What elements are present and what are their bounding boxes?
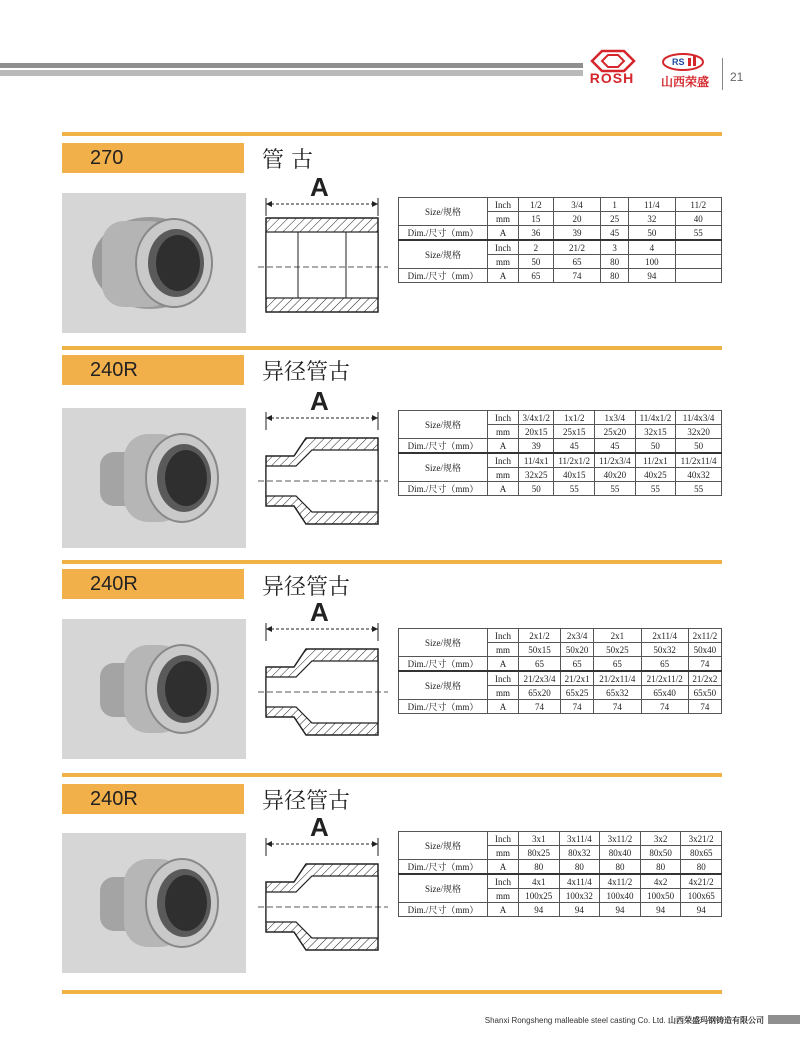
- size-label-cell: Size/规格: [399, 198, 488, 226]
- unit-cell: A: [488, 482, 519, 496]
- unit-cell: Inch: [488, 671, 519, 686]
- product-photo: [62, 833, 246, 973]
- footer-company-en: Shanxi Rongsheng malleable steel casting Co. Ltd.: [484, 1016, 666, 1025]
- value-cell: 11/4x3/4: [676, 411, 722, 425]
- unit-cell: Inch: [488, 874, 519, 889]
- value-cell: 3x1: [519, 832, 560, 846]
- value-cell: 1/2: [519, 198, 554, 212]
- header-bar-light: [0, 70, 583, 76]
- table-row: [399, 198, 722, 212]
- value-cell: 45: [601, 226, 629, 241]
- value-cell: 32: [629, 212, 675, 226]
- value-cell: 80x40: [600, 846, 641, 860]
- table-row: [399, 240, 722, 255]
- unit-cell: mm: [488, 686, 519, 700]
- unit-cell: mm: [488, 846, 519, 860]
- product-photo: [62, 193, 246, 333]
- value-cell: 65x50: [688, 686, 721, 700]
- value-cell: 74: [553, 269, 600, 283]
- rosh-brand-text: ROSH: [589, 70, 635, 86]
- value-cell: 50x20: [561, 643, 594, 657]
- value-cell: 55: [554, 482, 595, 496]
- section-divider: [62, 346, 722, 350]
- value-cell: 50: [635, 439, 676, 454]
- value-cell: 80: [601, 269, 629, 283]
- value-cell: 21/2x11/4: [594, 671, 641, 686]
- dim-label-cell: Dim./尺寸（mm）: [399, 482, 488, 496]
- value-cell: 65: [561, 657, 594, 672]
- unit-cell: A: [488, 439, 519, 454]
- value-cell: 65x32: [594, 686, 641, 700]
- unit-cell: mm: [488, 425, 519, 439]
- section-drawing: [258, 386, 388, 539]
- value-cell: 11/4: [629, 198, 675, 212]
- value-cell: 80: [601, 255, 629, 269]
- value-cell: 100x65: [681, 889, 722, 903]
- value-cell: 11/2: [675, 198, 721, 212]
- spec-table: [398, 197, 722, 283]
- value-cell: 45: [554, 439, 595, 454]
- value-cell: 74: [561, 700, 594, 714]
- value-cell: 20x15: [519, 425, 554, 439]
- size-label-cell: Size/规格: [399, 832, 488, 860]
- value-cell: 65x20: [519, 686, 561, 700]
- product-code: 270: [62, 143, 244, 173]
- value-cell: 94: [600, 903, 641, 917]
- value-cell: 55: [595, 482, 636, 496]
- footer-bar: [768, 1015, 800, 1024]
- table-row: [399, 411, 722, 425]
- size-label-cell: Size/规格: [399, 671, 488, 700]
- value-cell: 94: [519, 903, 560, 917]
- value-cell: 80x25: [519, 846, 560, 860]
- table-row: [399, 700, 722, 714]
- value-cell: 2x11/4: [641, 629, 688, 643]
- unit-cell: A: [488, 269, 519, 283]
- table-row: [399, 226, 722, 241]
- value-cell: 11/4x1/2: [635, 411, 676, 425]
- header-bar-dark: [0, 63, 583, 68]
- product-title: 异径管古: [262, 575, 351, 600]
- value-cell: 32x25: [519, 468, 554, 482]
- value-cell: 11/2x1: [635, 453, 676, 468]
- value-cell: 40x20: [595, 468, 636, 482]
- section-drawing: [258, 812, 388, 965]
- value-cell: 1: [601, 198, 629, 212]
- unit-cell: mm: [488, 212, 519, 226]
- value-cell: 94: [640, 903, 681, 917]
- value-cell: 25: [601, 212, 629, 226]
- page-number: 21: [730, 70, 744, 84]
- value-cell: 74: [519, 700, 561, 714]
- value-cell: 4x21/2: [681, 874, 722, 889]
- value-cell: 3x2: [640, 832, 681, 846]
- value-cell: 50x15: [519, 643, 561, 657]
- value-cell: 65x40: [641, 686, 688, 700]
- footer-company: [485, 1015, 764, 1026]
- value-cell: 80: [519, 860, 560, 875]
- section-divider: [62, 560, 722, 564]
- value-cell: 32x15: [635, 425, 676, 439]
- value-cell: 21/2: [553, 240, 600, 255]
- value-cell: 21/2x2: [688, 671, 721, 686]
- table-row: [399, 439, 722, 454]
- section-divider: [62, 773, 722, 777]
- size-label-cell: Size/规格: [399, 453, 488, 482]
- value-cell: 80: [559, 860, 600, 875]
- footer-orange-line: [62, 990, 722, 994]
- spec-table: [398, 628, 722, 714]
- value-cell: 3x21/2: [681, 832, 722, 846]
- value-cell: 11/2x1/2: [554, 453, 595, 468]
- dim-label-cell: Dim./尺寸（mm）: [399, 903, 488, 917]
- value-cell: 65x25: [561, 686, 594, 700]
- table-row: [399, 860, 722, 875]
- value-cell: 3/4: [553, 198, 600, 212]
- value-cell: 50: [519, 482, 554, 496]
- rongsheng-brand-text: 山西荣盛: [660, 75, 709, 89]
- value-cell: 80x50: [640, 846, 681, 860]
- product-code: 240R: [62, 569, 244, 599]
- value-cell: 100x32: [559, 889, 600, 903]
- value-cell: 74: [641, 700, 688, 714]
- value-cell: 40x25: [635, 468, 676, 482]
- unit-cell: Inch: [488, 629, 519, 643]
- value-cell: 2x1/2: [519, 629, 561, 643]
- value-cell: 3x11/2: [600, 832, 641, 846]
- value-cell: 65: [519, 269, 554, 283]
- value-cell: 100: [629, 255, 675, 269]
- value-cell: 50: [676, 439, 722, 454]
- dimension-label: A: [310, 172, 329, 202]
- dim-label-cell: Dim./尺寸（mm）: [399, 657, 488, 672]
- value-cell: 20: [553, 212, 600, 226]
- product-title: 异径管古: [262, 360, 351, 385]
- unit-cell: Inch: [488, 198, 519, 212]
- table-row: [399, 832, 722, 846]
- value-cell: 4x1: [519, 874, 560, 889]
- value-cell: 25x20: [595, 425, 636, 439]
- unit-cell: Inch: [488, 832, 519, 846]
- dim-label-cell: Dim./尺寸（mm）: [399, 439, 488, 454]
- table-row: [399, 903, 722, 917]
- size-label-cell: Size/规格: [399, 629, 488, 657]
- value-cell: 39: [553, 226, 600, 241]
- value-cell: 39: [519, 439, 554, 454]
- spec-table: [398, 410, 722, 496]
- table-row: [399, 671, 722, 686]
- value-cell: 21/2x11/2: [641, 671, 688, 686]
- value-cell: 50x40: [688, 643, 721, 657]
- value-cell: 1x3/4: [595, 411, 636, 425]
- unit-cell: A: [488, 226, 519, 241]
- product-title: 异径管古: [262, 789, 351, 814]
- size-label-cell: Size/规格: [399, 874, 488, 903]
- rongsheng-logo: [658, 52, 708, 72]
- value-cell: 2x1: [594, 629, 641, 643]
- value-cell: 2x3/4: [561, 629, 594, 643]
- value-cell: 80x32: [559, 846, 600, 860]
- value-cell: 50: [629, 226, 675, 241]
- value-cell: 55: [675, 226, 721, 241]
- value-cell: 1x1/2: [554, 411, 595, 425]
- value-cell: 65: [594, 657, 641, 672]
- header-divider: [722, 58, 723, 90]
- value-cell: 55: [635, 482, 676, 496]
- value-cell: 21/2x1: [561, 671, 594, 686]
- value-cell: 4: [629, 240, 675, 255]
- footer-company-cn: 山西荣盛玛钢铸造有限公司: [668, 1016, 764, 1025]
- value-cell: 80: [600, 860, 641, 875]
- value-cell: 50x32: [641, 643, 688, 657]
- section-drawing: [258, 597, 388, 750]
- dimension-label: A: [310, 812, 329, 842]
- value-cell: 50: [519, 255, 554, 269]
- value-cell: 40x32: [676, 468, 722, 482]
- value-cell: 4x11/4: [559, 874, 600, 889]
- value-cell: 80: [681, 860, 722, 875]
- product-title: 管 古: [262, 148, 313, 173]
- unit-cell: mm: [488, 889, 519, 903]
- value-cell: 94: [629, 269, 675, 283]
- value-cell: [675, 240, 721, 255]
- unit-cell: mm: [488, 643, 519, 657]
- value-cell: 100x50: [640, 889, 681, 903]
- unit-cell: mm: [488, 468, 519, 482]
- value-cell: 50x25: [594, 643, 641, 657]
- product-code: 240R: [62, 784, 244, 814]
- value-cell: 25x15: [554, 425, 595, 439]
- value-cell: 55: [676, 482, 722, 496]
- value-cell: 2x11/2: [688, 629, 721, 643]
- value-cell: 3/4x1/2: [519, 411, 554, 425]
- unit-cell: A: [488, 700, 519, 714]
- value-cell: 3: [601, 240, 629, 255]
- value-cell: 3x11/4: [559, 832, 600, 846]
- unit-cell: Inch: [488, 240, 519, 255]
- section-drawing: [258, 172, 388, 325]
- dim-label-cell: Dim./尺寸（mm）: [399, 860, 488, 875]
- value-cell: 80: [640, 860, 681, 875]
- dim-label-cell: Dim./尺寸（mm）: [399, 269, 488, 283]
- value-cell: 94: [559, 903, 600, 917]
- unit-cell: A: [488, 903, 519, 917]
- value-cell: 45: [595, 439, 636, 454]
- value-cell: 4x2: [640, 874, 681, 889]
- unit-cell: mm: [488, 255, 519, 269]
- value-cell: 65: [641, 657, 688, 672]
- value-cell: 74: [688, 657, 721, 672]
- dimension-label: A: [310, 386, 329, 416]
- value-cell: 65: [519, 657, 561, 672]
- rongsheng-logo-mark: RS: [672, 57, 685, 67]
- value-cell: 65: [553, 255, 600, 269]
- value-cell: [675, 255, 721, 269]
- product-photo: [62, 408, 246, 548]
- spec-table: [398, 831, 722, 917]
- value-cell: 40x15: [554, 468, 595, 482]
- value-cell: 94: [681, 903, 722, 917]
- product-code: 240R: [62, 355, 244, 385]
- unit-cell: A: [488, 860, 519, 875]
- value-cell: 100x40: [600, 889, 641, 903]
- table-row: [399, 629, 722, 643]
- value-cell: 11/2x3/4: [595, 453, 636, 468]
- value-cell: 15: [519, 212, 554, 226]
- product-photo: [62, 619, 246, 759]
- value-cell: 21/2x3/4: [519, 671, 561, 686]
- table-row: [399, 874, 722, 889]
- table-row: [399, 269, 722, 283]
- value-cell: 4x11/2: [600, 874, 641, 889]
- value-cell: 11/4x1: [519, 453, 554, 468]
- value-cell: 74: [594, 700, 641, 714]
- dimension-label: A: [310, 597, 329, 627]
- value-cell: [675, 269, 721, 283]
- value-cell: 40: [675, 212, 721, 226]
- dim-label-cell: Dim./尺寸（mm）: [399, 226, 488, 241]
- unit-cell: Inch: [488, 411, 519, 425]
- unit-cell: A: [488, 657, 519, 672]
- value-cell: 80x65: [681, 846, 722, 860]
- section-divider: [62, 132, 722, 136]
- size-label-cell: Size/规格: [399, 240, 488, 269]
- value-cell: 100x25: [519, 889, 560, 903]
- size-label-cell: Size/规格: [399, 411, 488, 439]
- table-row: [399, 453, 722, 468]
- value-cell: 32x20: [676, 425, 722, 439]
- value-cell: 2: [519, 240, 554, 255]
- dim-label-cell: Dim./尺寸（mm）: [399, 700, 488, 714]
- value-cell: 74: [688, 700, 721, 714]
- table-row: [399, 482, 722, 496]
- value-cell: 36: [519, 226, 554, 241]
- value-cell: 11/2x11/4: [676, 453, 722, 468]
- unit-cell: Inch: [488, 453, 519, 468]
- table-row: [399, 657, 722, 672]
